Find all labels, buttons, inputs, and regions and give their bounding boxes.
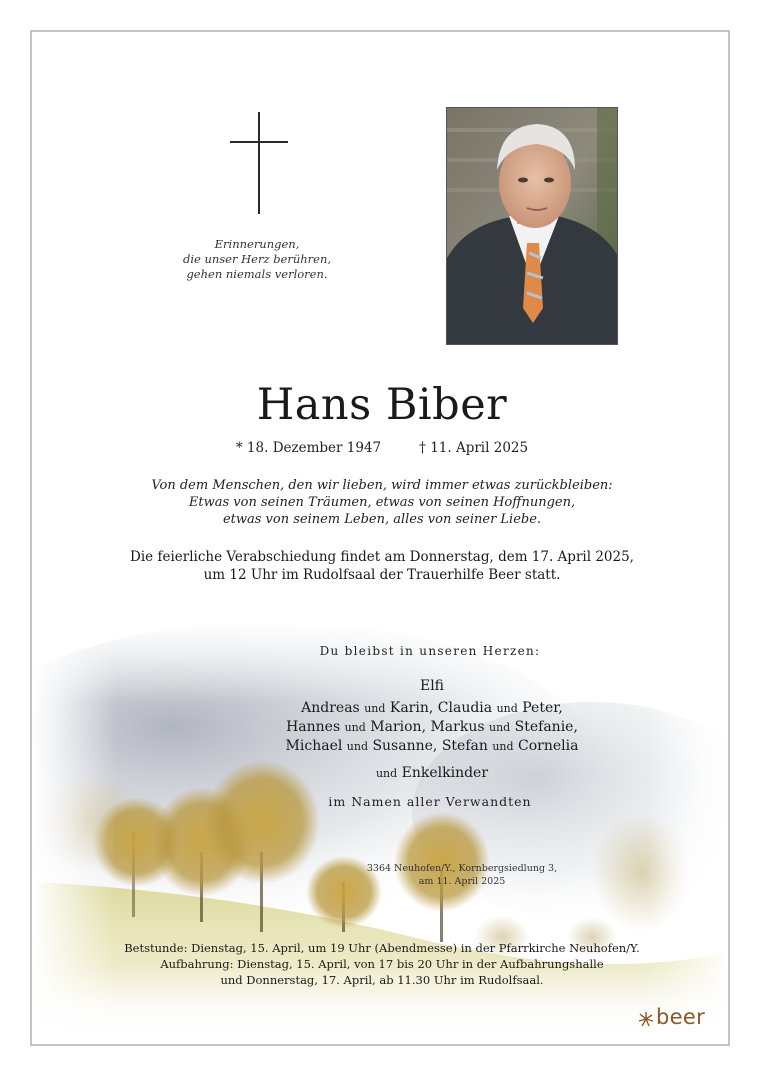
memorial-quote xyxy=(142,237,372,282)
und-word: und xyxy=(488,721,511,734)
family-member: Enkelkinder xyxy=(401,765,489,781)
place-line: 3364 Neuhofen/Y., Kornbergsiedlung 3, xyxy=(366,863,558,874)
family-member: Andreas xyxy=(301,700,360,716)
parte-card xyxy=(30,30,730,1046)
portrait-photo xyxy=(446,107,618,345)
family-row: Andreas und Karin, Claudia und Peter, xyxy=(301,700,563,716)
memorial-quote-line: Erinnerungen, xyxy=(214,237,300,251)
poem-line: Von dem Menschen, den wir lieben, wird immer etwas zurückbleiben: xyxy=(151,478,613,493)
family-member: Cornelia xyxy=(518,738,579,754)
heart-line: Du bleibst in unseren Herzen: xyxy=(319,644,541,658)
family-member: Stefan xyxy=(441,738,488,754)
landscape-background xyxy=(32,32,730,1046)
family-member: Karin xyxy=(389,700,429,716)
service-line: und Donnerstag, 17. April, ab 11.30 Uhr im Rudolfsaal. xyxy=(220,973,544,987)
family-member: Susanne xyxy=(372,738,433,754)
logo-text: beer xyxy=(656,1005,706,1029)
poem-line: etwas von seinem Leben, alles von seiner Liebe. xyxy=(222,512,542,527)
relatives-line: im Namen aller Verwandten xyxy=(328,794,532,809)
und-word: und xyxy=(364,702,386,715)
cross-icon xyxy=(230,112,288,214)
family-member: Michael xyxy=(285,738,343,754)
poem xyxy=(92,477,672,528)
deceased-name: Hans Biber xyxy=(256,380,508,430)
service-details xyxy=(92,940,672,988)
portrait-illustration xyxy=(447,108,618,345)
memorial-quote-line: gehen niemals verloren. xyxy=(186,267,328,281)
service-line: Aufbahrung: Dienstag, 15. April, von 17 bis 20 Uhr in der Aufbahrungshalle xyxy=(160,957,604,971)
family-member: Peter xyxy=(522,700,559,716)
und-word: und xyxy=(492,740,514,753)
service-line: Betstunde: Dienstag, 15. April, um 19 Uhr (Abendmesse) in der Pfarrkirche Neuhofen/Y. xyxy=(124,941,640,955)
family-row: Michael und Susanne, Stefan und Cornelia xyxy=(285,738,579,754)
und-word: und xyxy=(346,740,368,753)
notice-line: um 12 Uhr im Rudolfsaal der Trauerhilfe Beer statt. xyxy=(203,567,561,583)
family-member: Hannes xyxy=(286,719,341,735)
und-word: und xyxy=(344,721,366,734)
life-dates xyxy=(32,440,730,456)
und-word: und xyxy=(375,767,398,780)
family-row xyxy=(252,764,612,783)
und-word: und xyxy=(496,702,518,715)
family-member: Stefanie xyxy=(514,719,574,735)
beer-logo-icon xyxy=(636,1009,656,1029)
place-line: am 11. April 2025 xyxy=(418,876,506,887)
family-first: Elfi xyxy=(419,678,445,694)
farewell-notice xyxy=(92,548,672,584)
family-member: Claudia xyxy=(437,700,493,716)
family-member: Markus xyxy=(430,719,485,735)
notice-line: Die feierliche Verabschiedung findet am Donnerstag, dem 17. April 2025, xyxy=(130,549,634,565)
family-list xyxy=(252,677,612,783)
memorial-quote-line: die unser Herz berühren, xyxy=(182,252,332,266)
place-date xyxy=(332,862,592,888)
death-date: † 11. April 2025 xyxy=(419,440,529,456)
birth-date: * 18. Dezember 1947 xyxy=(235,440,382,456)
family-member: Marion xyxy=(370,719,422,735)
family-row: Hannes und Marion, Markus und Stefanie, xyxy=(286,719,578,735)
poem-line: Etwas von seinen Träumen, etwas von seinen Hoffnungen, xyxy=(188,495,576,510)
